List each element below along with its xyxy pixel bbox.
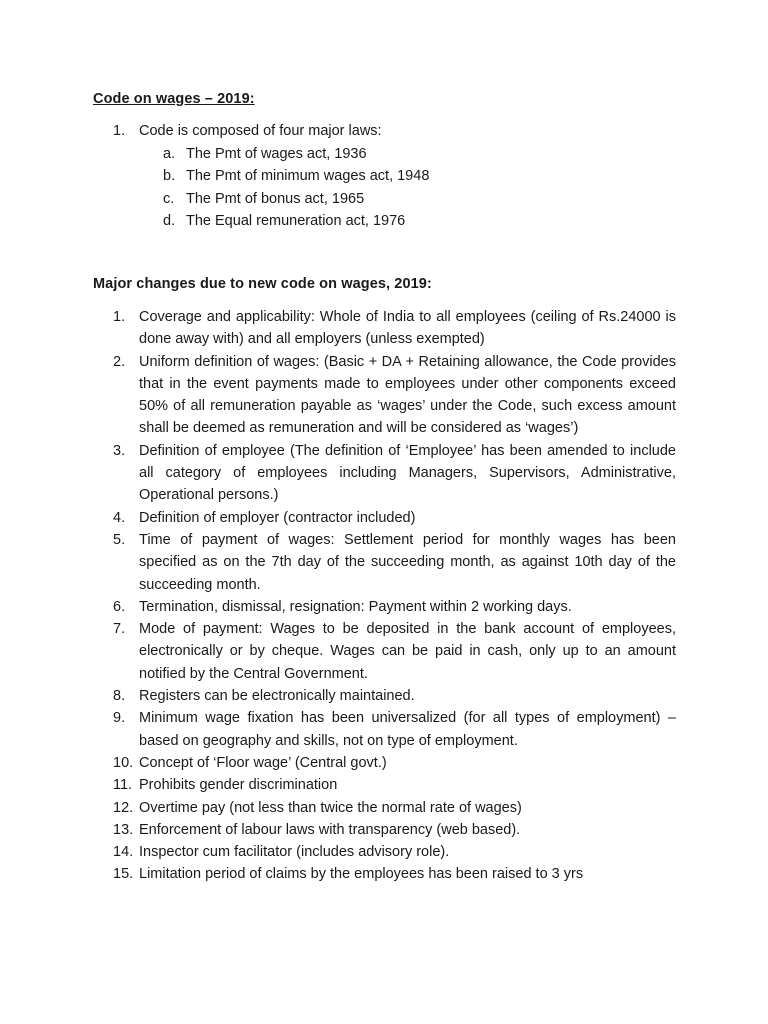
- list-item-number: 6.: [113, 598, 126, 615]
- list-item-number: 10.: [113, 754, 134, 771]
- list-item-number: 2.: [113, 353, 126, 370]
- list-item-text: Coverage and applicability: Whole of India to all employees (ceiling of Rs.24000 is done away with) and all employers (unless exempted): [139, 309, 676, 348]
- list-item-text: Termination, dismissal, resignation: Payment within 2 working days.: [139, 598, 572, 615]
- list-item: [93, 507, 676, 529]
- list-item-number: 1.: [113, 123, 126, 139]
- list-item: [93, 752, 676, 774]
- list-item: [93, 120, 676, 142]
- list-item: [93, 797, 676, 819]
- list-item-text: Definition of employee (The definition of ‘Employee’ has been amended to include all category of employees including Managers, Supervisors, Administrative, Operational persons.): [139, 442, 676, 504]
- list-item-text: Uniform definition of wages: (Basic + DA + Retaining allowance, the Code provides that in the event payments made to employees under other components exceed 50% of all remuneration payable as ‘wages’ under the Code, such excess amount shall be deemed as remuneration and will be considered as ‘wages’): [139, 353, 676, 437]
- sublist-item-text: The Pmt of bonus act, 1965: [186, 190, 365, 207]
- list-item: [93, 774, 676, 796]
- list-item-number: 12.: [113, 799, 134, 816]
- list-item-text: Mode of payment: Wages to be deposited in the bank account of employees, electronically or by cheque. Wages can be paid in cash, only up to an amount notified by the Central Government.: [139, 621, 676, 682]
- list-item: [93, 351, 676, 440]
- list-item: [93, 618, 676, 685]
- sublist-item-letter: a.: [163, 146, 176, 162]
- list-item-text: Concept of ‘Floor wage’ (Central govt.): [139, 754, 387, 771]
- list-item-text: Inspector cum facilitator (includes advisory role).: [139, 844, 450, 861]
- section1-sublist: [163, 143, 429, 232]
- list-item-number: 7.: [113, 621, 126, 638]
- list-item-number: 11.: [113, 777, 133, 794]
- section1-heading: Code on wages – 2019:: [93, 91, 255, 107]
- sublist-item: [163, 188, 429, 210]
- list-item-text: Registers can be electronically maintained.: [139, 688, 415, 705]
- list-item-text: Prohibits gender discrimination: [139, 777, 338, 794]
- sublist-item: [163, 143, 429, 165]
- section2-list: [93, 306, 676, 886]
- list-item-number: 8.: [113, 688, 126, 705]
- list-item: [93, 863, 676, 885]
- sublist-item: [163, 165, 429, 187]
- list-item-number: 15.: [113, 866, 134, 883]
- list-item: [93, 841, 676, 863]
- list-item-number: 13.: [113, 821, 134, 838]
- list-item: [93, 306, 676, 351]
- list-item-text: Limitation period of claims by the employees has been raised to 3 yrs: [139, 866, 584, 883]
- list-item: [93, 596, 676, 618]
- sublist-item-letter: d.: [163, 212, 176, 229]
- list-item-text: Definition of employer (contractor included): [139, 509, 416, 526]
- list-item-number: 3.: [113, 442, 126, 459]
- list-item-number: 5.: [113, 531, 126, 548]
- sublist-item-text: The Pmt of wages act, 1936: [186, 146, 367, 162]
- list-item-number: 4.: [113, 509, 126, 526]
- sublist-item: [163, 210, 429, 232]
- list-item-text: Time of payment of wages: Settlement period for monthly wages has been specified as on the 7th day of the succeeding month, as against 10th day of the succeeding month.: [139, 531, 676, 593]
- sublist-item-letter: b.: [163, 168, 176, 185]
- section2-heading: Major changes due to new code on wages, 2019:: [93, 276, 432, 292]
- list-item-text: Minimum wage fixation has been universalized (for all types of employment) – based on geography and skills, not on type of employment.: [139, 710, 676, 749]
- list-item: [93, 819, 676, 841]
- list-item-number: 9.: [113, 710, 126, 727]
- list-item-text: Enforcement of labour laws with transparency (web based).: [139, 821, 521, 838]
- sublist-item-text: The Pmt of minimum wages act, 1948: [186, 168, 430, 185]
- list-item-text: Code is composed of four major laws:: [139, 123, 382, 139]
- list-item: [93, 529, 676, 596]
- list-item: [93, 685, 676, 707]
- sublist-item-text: The Equal remuneration act, 1976: [186, 212, 406, 229]
- list-item-text: Overtime pay (not less than twice the normal rate of wages): [139, 799, 522, 816]
- sublist-item-letter: c.: [163, 190, 175, 207]
- section1-list: [93, 120, 676, 142]
- list-item: [93, 707, 676, 752]
- list-item-number: 1.: [113, 309, 126, 325]
- list-item: [93, 440, 676, 507]
- list-item-number: 14.: [113, 844, 134, 861]
